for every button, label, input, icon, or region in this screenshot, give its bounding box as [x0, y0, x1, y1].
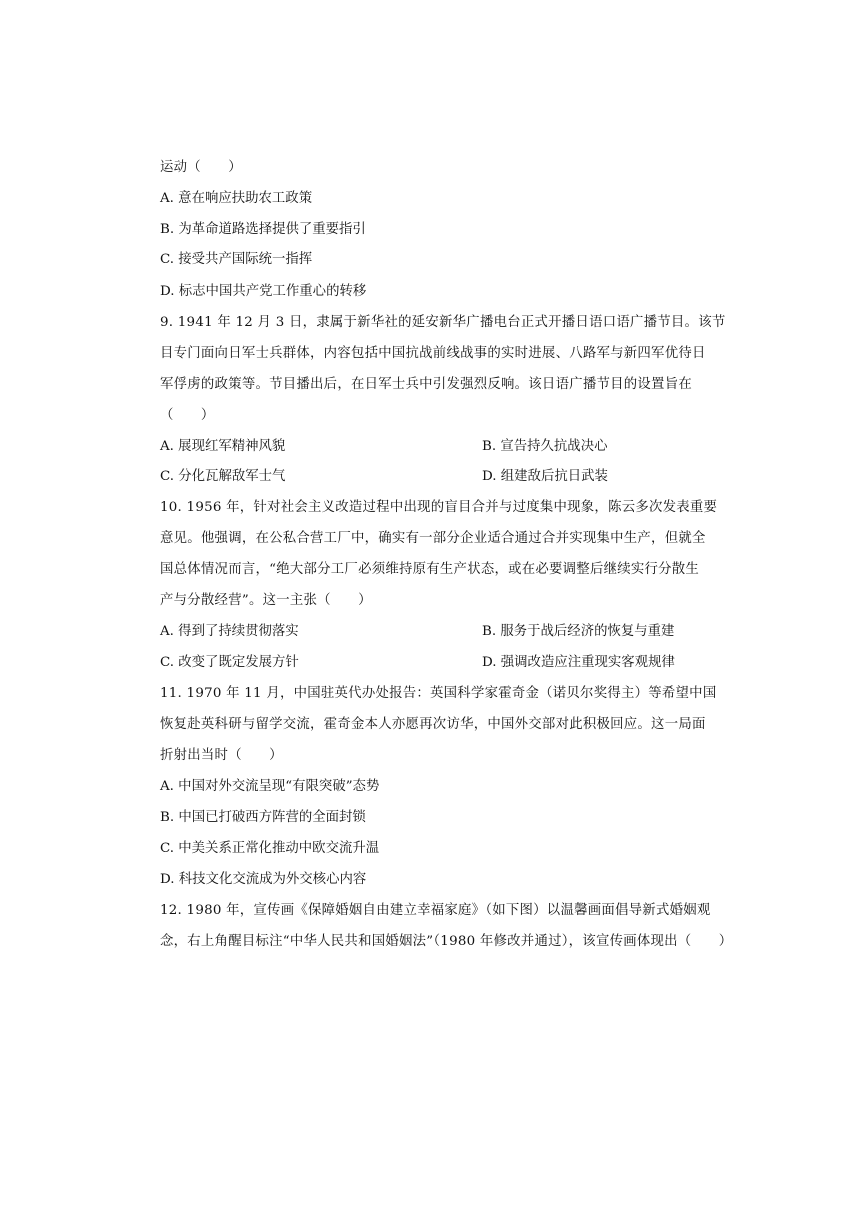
q8-option-d: D. 标志中国共产党工作重心的转移	[160, 284, 367, 299]
q11-option-c: C. 中美关系正常化推动中欧交流升温	[160, 841, 380, 856]
q9-stem-line: 军俘虏的政策等。节目播出后，在日军士兵中引发强烈反响。该日语广播节目的设置旨在	[160, 377, 692, 392]
q8-stem-tail: 运动（ ）	[160, 160, 242, 175]
q10-stem-line: 意见。他强调，在公私合营工厂中，确实有一部分企业适合通过合并实现集中生产，但就全	[160, 531, 706, 546]
q8-option-b: B. 为革命道路选择提供了重要指引	[160, 222, 366, 237]
q11-option-d: D. 科技文化交流成为外交核心内容	[160, 872, 367, 887]
q11-stem-line: 11. 1970 年 11 月，中国驻英代办处报告：英国科学家霍奇金（诺贝尔奖得主）等希望中国	[160, 686, 717, 701]
q12-stem-line: 12. 1980 年，宣传画《保障婚姻自由建立幸福家庭》（如下图）以温馨画面倡导新式婚姻观	[160, 903, 711, 918]
q10-option-a: A. 得到了持续贯彻落实	[160, 624, 299, 639]
q9-option-c: C. 分化瓦解敌军士气	[160, 469, 286, 484]
q9-option-a: A. 展现红军精神风貌	[160, 439, 286, 454]
q10-option-b: B. 服务于战后经济的恢复与重建	[482, 624, 675, 639]
q11-option-a: A. 中国对外交流呈现“有限突破”态势	[160, 779, 380, 794]
q10-stem-line: 10. 1956 年，针对社会主义改造过程中出现的盲目合并与过度集中现象，陈云多次发表重要	[160, 500, 718, 515]
q10-option-c: C. 改变了既定发展方针	[160, 655, 299, 670]
q9-option-d: D. 组建敌后抗日武装	[482, 469, 608, 484]
q12-stem-line: 念，右上角醒目标注“中华人民共和国婚姻法”（1980 年修改并通过），该宣传画体现出（ ）	[160, 934, 733, 949]
q11-stem-line: 折射出当时（ ）	[160, 748, 283, 763]
q10-option-d: D. 强调改造应注重现实客观规律	[482, 655, 675, 670]
q8-option-c: C. 接受共产国际统一指挥	[160, 252, 313, 267]
q9-stem-line: 目专门面向日军士兵群体，内容包括中国抗战前线战事的实时进展、八路军与新四军优待日	[160, 346, 706, 361]
q11-stem-line: 恢复赴英科研与留学交流，霍奇金本人亦愿再次访华，中国外交部对此积极回应。这一局面	[160, 717, 706, 732]
q11-option-b: B. 中国已打破西方阵营的全面封锁	[160, 810, 366, 825]
q9-stem-line: 9. 1941 年 12 月 3 日，隶属于新华社的延安新华广播电台正式开播日语口语广播节目。该节	[160, 315, 726, 330]
q8-option-a: A. 意在响应扶助农工政策	[160, 191, 313, 206]
q10-stem-line: 国总体情况而言，“绝大部分工厂必须维持原有生产状态，或在必要调整后继续实行分散生	[160, 562, 700, 577]
q9-stem-line: （ ）	[160, 408, 215, 423]
q9-option-b: B. 宣告持久抗战决心	[482, 439, 608, 454]
q10-stem-line: 产与分散经营”。这一主张（ ）	[160, 593, 372, 608]
